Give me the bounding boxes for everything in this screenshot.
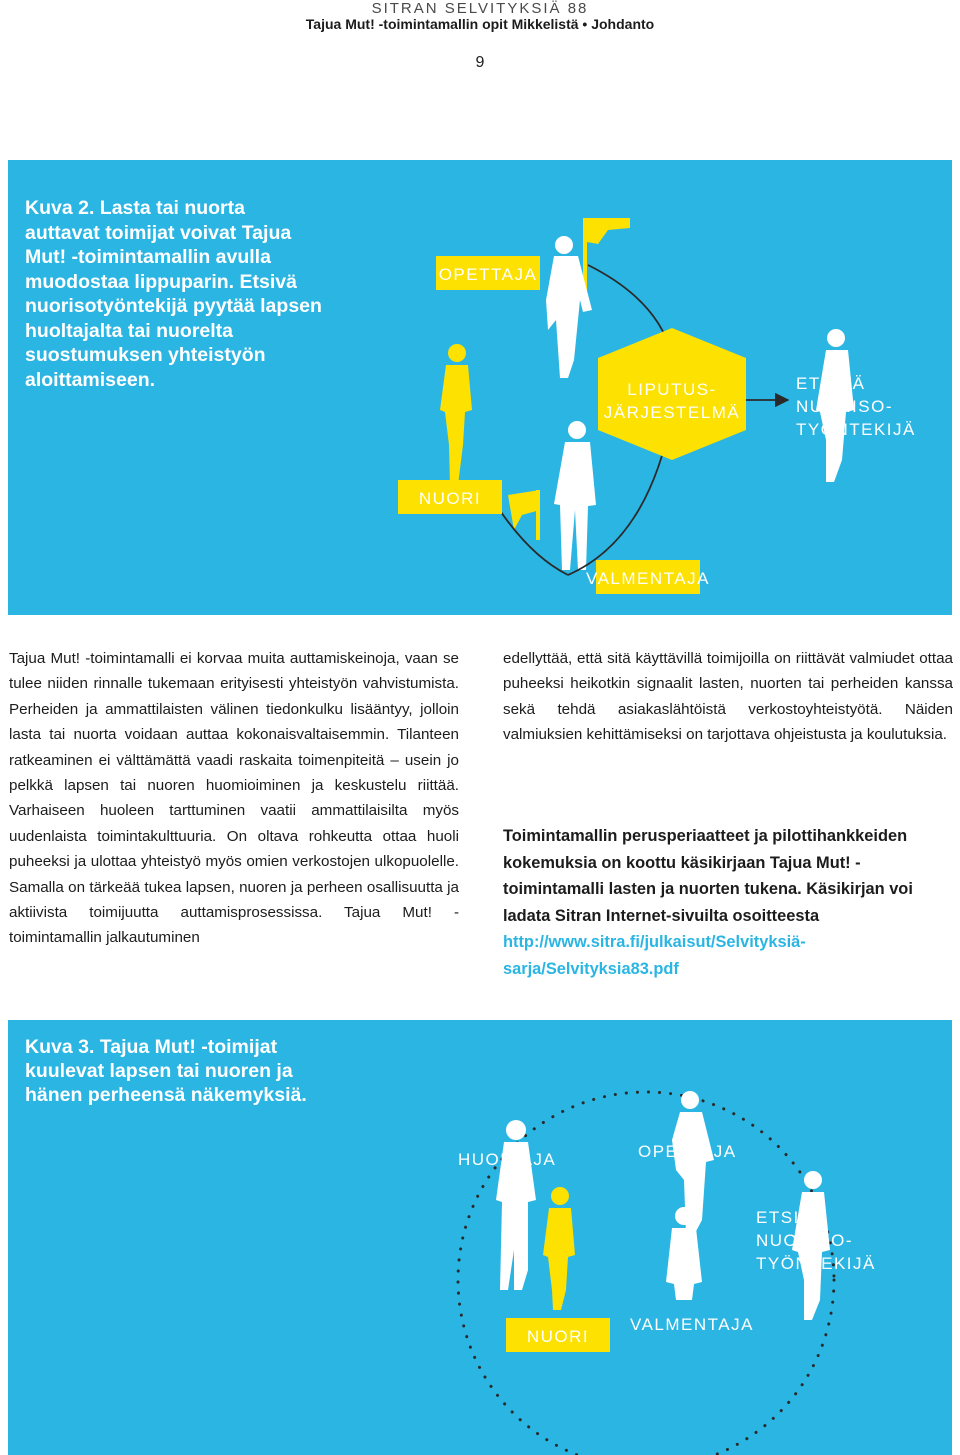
figure-2-diagram — [8, 160, 952, 615]
handbook-note — [503, 823, 923, 982]
nuori-label-box — [398, 480, 502, 514]
opettaja-label: OPETTAJA — [638, 1142, 737, 1161]
valmentaja-silhouette-icon — [508, 421, 596, 570]
nuori-label: NUORI — [418, 489, 482, 508]
liputus-hexagon — [598, 328, 746, 460]
liputus-label-line2: JÄRJESTELMÄ — [603, 403, 741, 422]
opettaja-label: OPETTAJA — [438, 265, 538, 284]
svg-text:TYÖNTEKIJÄ: TYÖNTEKIJÄ — [756, 1254, 876, 1273]
body-paragraph-2: edellyttää, että sitä käyttävillä toimijoilla on riittävät valmiudet ottaa puheeksi heikotkin signaalit lasten, nuorten tai perheiden kanssa sekä tehdä asiakaslähtöistä verkostoyhteistyötä. Näiden valmiuksien kehittämiseksi on tarjottava ohjeistusta ja koulutuksia. — [503, 650, 953, 744]
svg-text:ETSIVÄ: ETSIVÄ — [796, 374, 866, 393]
valmentaja-label-box — [586, 560, 710, 594]
svg-text:NUORISO-: NUORISO- — [796, 397, 893, 416]
figure-2-panel — [8, 160, 952, 615]
valmentaja-label: VALMENTAJA — [586, 569, 710, 588]
nuori-silhouette-icon — [543, 1187, 575, 1310]
liputus-label-line1: LIPUTUS- — [627, 380, 717, 399]
body-column-2 — [503, 646, 953, 748]
huoltaja-label: HUOLTAJA — [458, 1150, 557, 1169]
svg-text:ETSIVÄ: ETSIVÄ — [756, 1208, 826, 1227]
handbook-note-text: Toimintamallin perusperiaatteet ja pilottihankkeiden kokemuksia on koottu käsikirjaan Tajua Mut! -toimintamalli lasten ja nuorten tukena. Käsikirjan voi ladata Sitran Internet-sivuilta osoitteesta — [503, 827, 913, 925]
body-column-1 — [9, 646, 459, 951]
etsiva-label — [796, 374, 916, 439]
chapter-subtitle: Tajua Mut! -toimintamallin opit Mikkelistä • Johdanto — [305, 16, 655, 32]
figure-2-caption: Kuva 2. Lasta tai nuorta auttavat toimijat voivat Tajua Mut! -toimintamallin avulla muodostaa lippuparin. Etsivä nuorisotyöntekijä pyytää lapsen huoltajalta tai nuorelta suostumuksen yhteistyön aloittamiseen. — [25, 197, 322, 391]
nuori-silhouette-icon — [440, 344, 472, 485]
handbook-link[interactable]: http://www.sitra.fi/julkaisut/Selvityksiä-sarja/Selvityksia83.pdf — [503, 933, 806, 978]
nuori-label: NUORI — [526, 1327, 590, 1346]
figure-3-panel — [8, 1020, 952, 1455]
figure-3-diagram — [8, 1020, 952, 1455]
etsiva-label — [756, 1208, 876, 1273]
nuori-label-box — [506, 1318, 610, 1352]
body-paragraph-1: Tajua Mut! -toimintamalli ei korvaa muita auttamiskeinoja, vaan se tulee niiden rinnalle tukemaan erityisesti yhteistyön vahvistumista. Perheiden ja ammattilaisten välinen tiedonkulku lisääntyy, jolloin lasta tai nuorta voidaan auttaa kokonaisvaltaisemmin. Tilanteen ratkeaminen ei välttämättä vaadi raskaita toimenpiteitä – usein jo pelkkä lapsen tai nuoren huomioiminen ja keskustelu riittää. Varhaiseen huoleen tarttuminen vaatii ammattilaisilta myös uudenlaista toimintakulttuuria. On oltava rohkeutta ottaa huoli puheeksi ja ulottaa yhteistyö myös omien verkostojen ulkopuolelle. Samalla on tärkeää tukea lapsen, nuoren ja perheen osallisuutta ja aktiivista toimijuutta auttamisprosessissa. Tajua Mut! -toimintamallin jalkautuminen — [9, 650, 459, 947]
svg-text:NUORISO-: NUORISO- — [756, 1231, 853, 1250]
page-number: 9 — [475, 54, 485, 71]
opettaja-label-box — [436, 256, 540, 290]
svg-text:TYÖNTEKIJÄ: TYÖNTEKIJÄ — [796, 420, 916, 439]
series-title: SITRAN SELVITYKSIÄ 88 — [371, 0, 589, 17]
huoltaja-silhouette-icon — [496, 1120, 536, 1290]
valmentaja-label: VALMENTAJA — [630, 1315, 754, 1334]
figure-3-caption: Kuva 3. Tajua Mut! -toimijat kuulevat lapsen tai nuoren ja hänen perheensä näkemyksiä. — [25, 1036, 307, 1106]
